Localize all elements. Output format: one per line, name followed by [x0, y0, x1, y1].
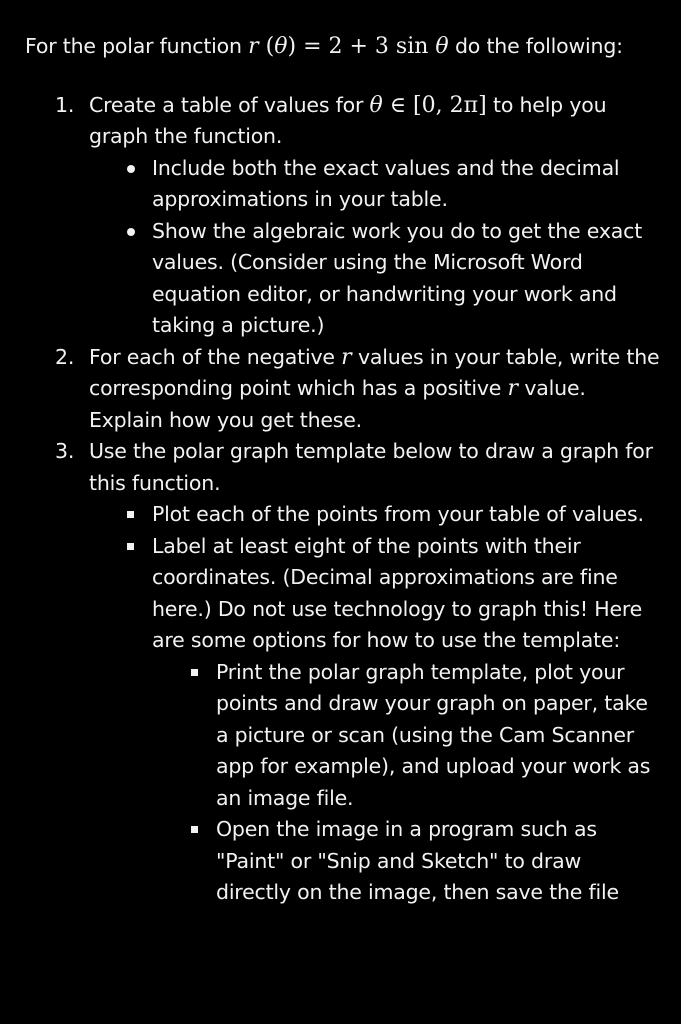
option-text: Print the polar graph template, plot your points and draw your graph on paper, take a picture or scan (using the Cam Scanner app for example), and upload your work as an image file. — [216, 659, 651, 810]
task-3-bullet-list — [89, 499, 661, 909]
task-2-text-after: value. Explain how you get these. — [89, 376, 586, 432]
task-1-bullet-2 — [89, 216, 661, 342]
bullet-text: Include both the exact values and the decimal approximations in your table. — [152, 155, 620, 211]
bullet-square-icon — [127, 511, 134, 518]
bullet-square-icon — [191, 669, 198, 676]
math-r: r — [341, 344, 352, 370]
formula-theta: θ — [274, 34, 288, 59]
bullet-square-icon — [127, 543, 134, 550]
interval-range: ∈ [0, 2π] — [382, 92, 487, 118]
bullet-square-icon — [191, 826, 198, 833]
task-2-text-before: For each of the negative — [89, 344, 342, 369]
task-1-text-after: to help you graph the function. — [89, 92, 607, 148]
bullet-disc-icon — [127, 165, 135, 173]
option-text: Open the image in a program such as "Paint" or "Snip and Sketch" to draw directly on the image, then save the file — [216, 817, 619, 904]
task-1-bullet-1 — [89, 153, 661, 216]
task-number: 1. — [55, 92, 75, 117]
task-list — [25, 90, 661, 909]
interval-theta: θ — [369, 92, 383, 118]
task-number: 2. — [55, 344, 75, 369]
formula-r: r — [248, 34, 259, 59]
task-item-1 — [25, 90, 661, 342]
template-options-list — [152, 657, 661, 909]
intro-text-after: do the following: — [448, 34, 623, 58]
task-item-3 — [25, 436, 661, 909]
task-1-text-before: Create a table of values for — [89, 92, 370, 117]
task-2-text-middle: values in your table, write the corresponding point which has a positive — [89, 344, 660, 400]
polar-function-formula: r (θ) = 2 + 3 sin θ — [248, 34, 449, 59]
task-3-bullet-1 — [89, 499, 661, 531]
template-option-2 — [152, 814, 661, 909]
formula-rhs: = 2 + 3 sin — [296, 34, 436, 59]
theta-interval-formula — [370, 93, 487, 118]
bullet-text: Label at least eight of the points with their coordinates. (Decimal approximations are fine here.) Do not use technology to graph this! Here are some options for how to use the template: — [152, 533, 643, 652]
task-3-bullet-2 — [89, 531, 661, 909]
intro-paragraph — [25, 31, 661, 63]
formula-theta-2: θ — [435, 34, 449, 59]
task-item-2 — [25, 342, 661, 437]
bullet-disc-icon — [127, 228, 135, 236]
task-number: 3. — [55, 439, 75, 463]
bullet-text: Show the algebraic work you do to get the exact values. (Consider using the Microsoft Word equation editor, or handwriting your work and taking a picture.) — [152, 218, 643, 337]
task-1-bullet-list — [89, 153, 661, 342]
math-r-2: r — [507, 376, 519, 401]
bullet-text: Plot each of the points from your table of values. — [152, 502, 644, 526]
template-option-1 — [152, 657, 661, 815]
task-3-text: Use the polar graph template below to draw a graph for this function. — [89, 439, 653, 495]
intro-text-before: For the polar function — [25, 34, 249, 58]
